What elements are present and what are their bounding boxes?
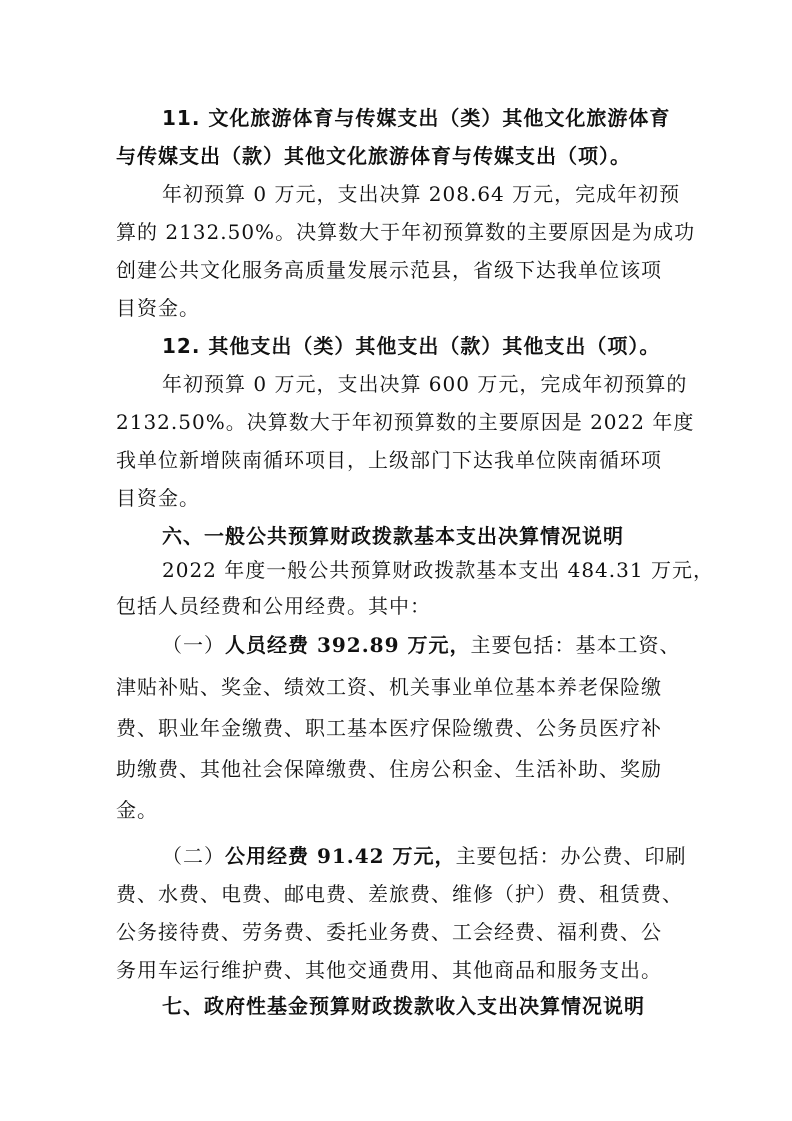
item11-body-line: 目资金。 — [116, 296, 200, 320]
personnel-prefix: （一） — [162, 633, 225, 657]
public-line: 务用车运行维护费、其他交通费用、其他商品和服务支出。 — [116, 958, 662, 982]
item11-body-line: 算的 2132.50%。决算数大于年初预算数的主要原因是为成功 — [116, 220, 696, 244]
item12-heading: 12. 其他支出（类）其他支出（款）其他支出（项）。 — [162, 334, 661, 358]
personnel-line: 金。 — [116, 798, 158, 822]
item12-body-line: 年初预算 0 万元，支出决算 600 万元，完成年初预算的 — [162, 372, 688, 396]
item11-heading-line2: 与传媒支出（款）其他文化旅游体育与传媒支出（项）。 — [116, 144, 631, 168]
section6-heading: 六、一般公共预算财政拨款基本支出决算情况说明 — [162, 524, 624, 548]
personnel-rest: 主要包括：基本工资、 — [470, 633, 681, 657]
item12-body-line: 我单位新增陕南循环项目，上级部门下达我单位陕南循环项 — [116, 448, 662, 472]
item11-body-line: 年初预算 0 万元，支出决算 208.64 万元，完成年初预 — [162, 182, 681, 206]
section6-intro-line: 包括人员经费和公用经费。其中： — [116, 594, 431, 618]
public-prefix: （二） — [162, 844, 225, 868]
public-rest: 主要包括：办公费、印刷 — [455, 844, 687, 868]
personnel-first-line — [162, 631, 680, 659]
public-first-line — [162, 842, 687, 870]
section7-heading: 七、政府性基金预算财政拨款收入支出决算情况说明 — [162, 994, 645, 1018]
item12-body-line: 目资金。 — [116, 486, 200, 510]
public-line: 费、水费、电费、邮电费、差旅费、维修（护）费、租赁费、 — [116, 882, 683, 906]
personnel-amount: 人员经费 392.89 万元， — [225, 633, 471, 657]
personnel-line: 助缴费、其他社会保障缴费、住房公积金、生活补助、奖励 — [116, 757, 662, 781]
personnel-line: 费、职业年金缴费、职工基本医疗保险缴费、公务员医疗补 — [116, 716, 662, 740]
item11-body-line: 创建公共文化服务高质量发展示范县，省级下达我单位该项 — [116, 258, 662, 282]
item12-body-line: 2132.50%。决算数大于年初预算数的主要原因是 2022 年度 — [116, 410, 695, 434]
public-amount: 公用经费 91.42 万元， — [225, 844, 456, 868]
public-line: 公务接待费、劳务费、委托业务费、工会经费、福利费、公 — [116, 920, 662, 944]
item11-heading-line1: 11. 文化旅游体育与传媒支出（类）其他文化旅游体育 — [162, 106, 671, 130]
section6-intro-line: 2022 年度一般公共预算财政拨款基本支出 484.31 万元， — [162, 558, 714, 582]
personnel-line: 津贴补贴、奖金、绩效工资、机关事业单位基本养老保险缴 — [116, 675, 662, 699]
